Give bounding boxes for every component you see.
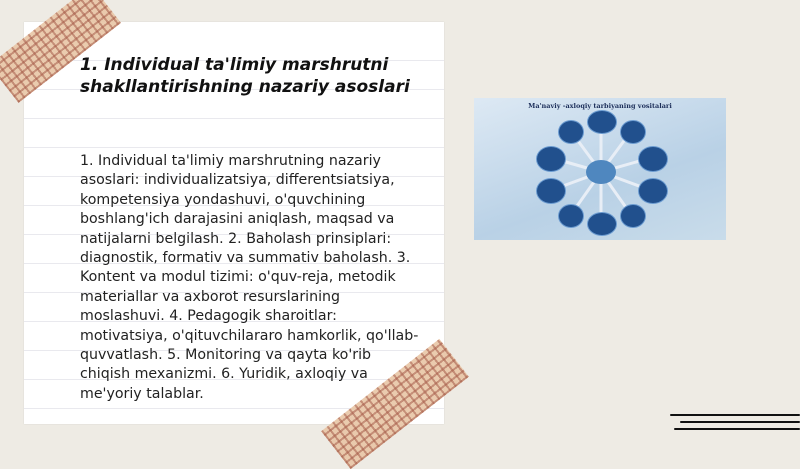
- diagram-node: [558, 120, 584, 144]
- diagram-node: [536, 178, 566, 204]
- diagram-node: [536, 146, 566, 172]
- diagram-node: [638, 146, 668, 172]
- diagram-caption: Ma'naviy -axloqiy tarbiyaning vositalari: [528, 102, 672, 110]
- diagram-node: [587, 110, 617, 134]
- slide-title: 1. Individual ta'limiy marshrutni shakllantirishning nazariy asoslari: [80, 55, 410, 97]
- diagram-center-node: [586, 160, 616, 184]
- diagram-node: [587, 212, 617, 236]
- diagram-node: [558, 204, 584, 228]
- slide-body-text: 1. Individual ta'limiy marshrutning nazariy asoslari: individualizatsiya, differentsiatsiya, kompetensiya yondashuvi, o'quvchining boshlang'ich darajasini aniqlash, maqsad va natijalarni belgilash. 2. Baholash prinsiplari: diagnostik, formativ va summativ baholash. 3. Kontent va modul tizimi: o'quv-reja, metodik materiallar va axborot resurslarining moslashuvi. 4. Pedagogik sharoitlar: motivatsiya, o'qituvchilararo hamkorlik, qo'llab-quvvatlash. 5. Monitoring va qayta ko'rib chiqish mexanizmi. 6. Yuridik, axloqiy va me'yoriy talablar.: [80, 153, 419, 402]
- diagram-node: [620, 120, 646, 144]
- diagram-node: [638, 178, 668, 204]
- diagram-node: [620, 204, 646, 228]
- decorative-lines: [670, 410, 800, 432]
- diagram-image: [474, 98, 726, 240]
